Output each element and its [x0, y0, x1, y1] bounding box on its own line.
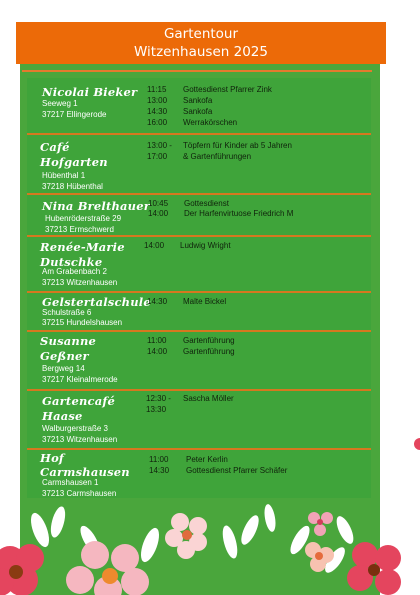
- event: Malte Bickel: [183, 297, 227, 306]
- address-line: Carmshausen 1: [42, 478, 99, 487]
- host-name: Nicolai Bieker: [42, 85, 138, 99]
- address-line: 37217 Ellingerode: [42, 110, 107, 119]
- address-line: Seeweg 1: [42, 99, 78, 108]
- address-line: Hübenthal 1: [42, 171, 86, 180]
- flower-icon: [0, 544, 44, 595]
- address-line: 37215 Hundelshausen: [42, 318, 123, 327]
- time: 11:00: [147, 336, 167, 345]
- event: Der Harfenvirtuose Friedrich M: [184, 209, 294, 218]
- panel-top-divider: [22, 70, 372, 72]
- event: Gartenführung: [183, 347, 235, 356]
- time: 17:00: [147, 152, 168, 161]
- address-line: Am Grabenbach 2: [42, 267, 107, 276]
- event: Ludwig Wright: [180, 241, 231, 250]
- list-item-gelstertalschule: [27, 293, 371, 330]
- address-line: Walburgerstraße 3: [42, 424, 108, 433]
- time: 14:00: [148, 209, 169, 218]
- host-name: Hof: [40, 451, 65, 465]
- schedule-list: [27, 78, 371, 498]
- petal-icon: [414, 438, 420, 450]
- event: Sascha Möller: [183, 394, 234, 403]
- flower-icon: [66, 541, 149, 595]
- title-line-2: Witzenhausen 2025: [134, 44, 268, 60]
- host-name: Geßner: [40, 349, 89, 363]
- event: Sankofa: [183, 96, 213, 105]
- host-name: Renée-Marie: [40, 240, 125, 254]
- host-name: Nina Brelthauer: [42, 199, 151, 213]
- time: 11:00: [149, 455, 169, 464]
- event: Werrakörschen: [183, 118, 238, 127]
- time: 13:00: [147, 96, 168, 105]
- time: 13:00 -: [147, 141, 172, 150]
- event: & Gartenführungen: [183, 152, 252, 161]
- host-name: Susanne: [40, 334, 97, 348]
- event: Gartenführung: [183, 336, 235, 345]
- address-line: 37213 Witzenhausen: [42, 435, 118, 444]
- time: 12:30 -: [146, 394, 171, 403]
- host-name: Gartencafé: [42, 394, 116, 408]
- host-name: Carmshausen: [40, 465, 130, 479]
- title-line-1: Gartentour: [163, 26, 239, 42]
- list-item-cafe-hofgarten: [27, 135, 371, 193]
- list-item-gartencafe-haase: [27, 391, 371, 448]
- flower-icon: [308, 512, 333, 536]
- time: 14:30: [147, 107, 168, 116]
- address-line: Bergweg 14: [42, 364, 85, 373]
- address-line: 37213 Ermschwerd: [45, 225, 114, 234]
- host-name: Dutschke: [40, 255, 103, 269]
- time: 16:00: [147, 118, 168, 127]
- time: 14:30: [147, 297, 168, 306]
- time: 13:30: [146, 405, 167, 414]
- host-name: Hofgarten: [40, 155, 108, 169]
- address-line: 37217 Kleinalmerode: [42, 375, 118, 384]
- flower-icon: [165, 513, 207, 559]
- time: 14:00: [144, 241, 165, 250]
- event: Gottesdienst Pfarrer Schäfer: [186, 466, 288, 475]
- list-item-renee-marie-dutschke: [27, 237, 371, 291]
- flower-icon: [347, 542, 401, 595]
- list-item-nina-brelthauer: [27, 195, 371, 235]
- host-name: Haase: [42, 409, 83, 423]
- address-line: 37218 Hübenthal: [42, 182, 103, 191]
- floral-decoration: [0, 500, 420, 595]
- address-line: Schulstraße 6: [42, 308, 92, 317]
- time: 10:45: [148, 199, 169, 208]
- time: 11:15: [147, 85, 167, 94]
- list-item-susanne-gessner: [27, 332, 371, 389]
- event: Sankofa: [183, 107, 213, 116]
- address-line: Hubenröderstraße 29: [45, 214, 122, 223]
- event: Gottesdienst Pfarrer Zink: [183, 85, 272, 94]
- list-item-hof-carmshausen: [27, 450, 371, 498]
- address-line: 37213 Witzenhausen: [42, 278, 118, 287]
- time: 14:30: [149, 466, 170, 475]
- title-banner: [16, 22, 386, 64]
- event: Peter Kerlin: [186, 455, 228, 464]
- event: Gottesdienst: [184, 199, 229, 208]
- host-name: Café: [40, 140, 70, 154]
- address-line: 37213 Carmshausen: [42, 489, 117, 498]
- time: 14:00: [147, 347, 168, 356]
- host-name: Gelstertalschule: [42, 295, 151, 309]
- event: Töpfern für Kinder ab 5 Jahren: [183, 141, 292, 150]
